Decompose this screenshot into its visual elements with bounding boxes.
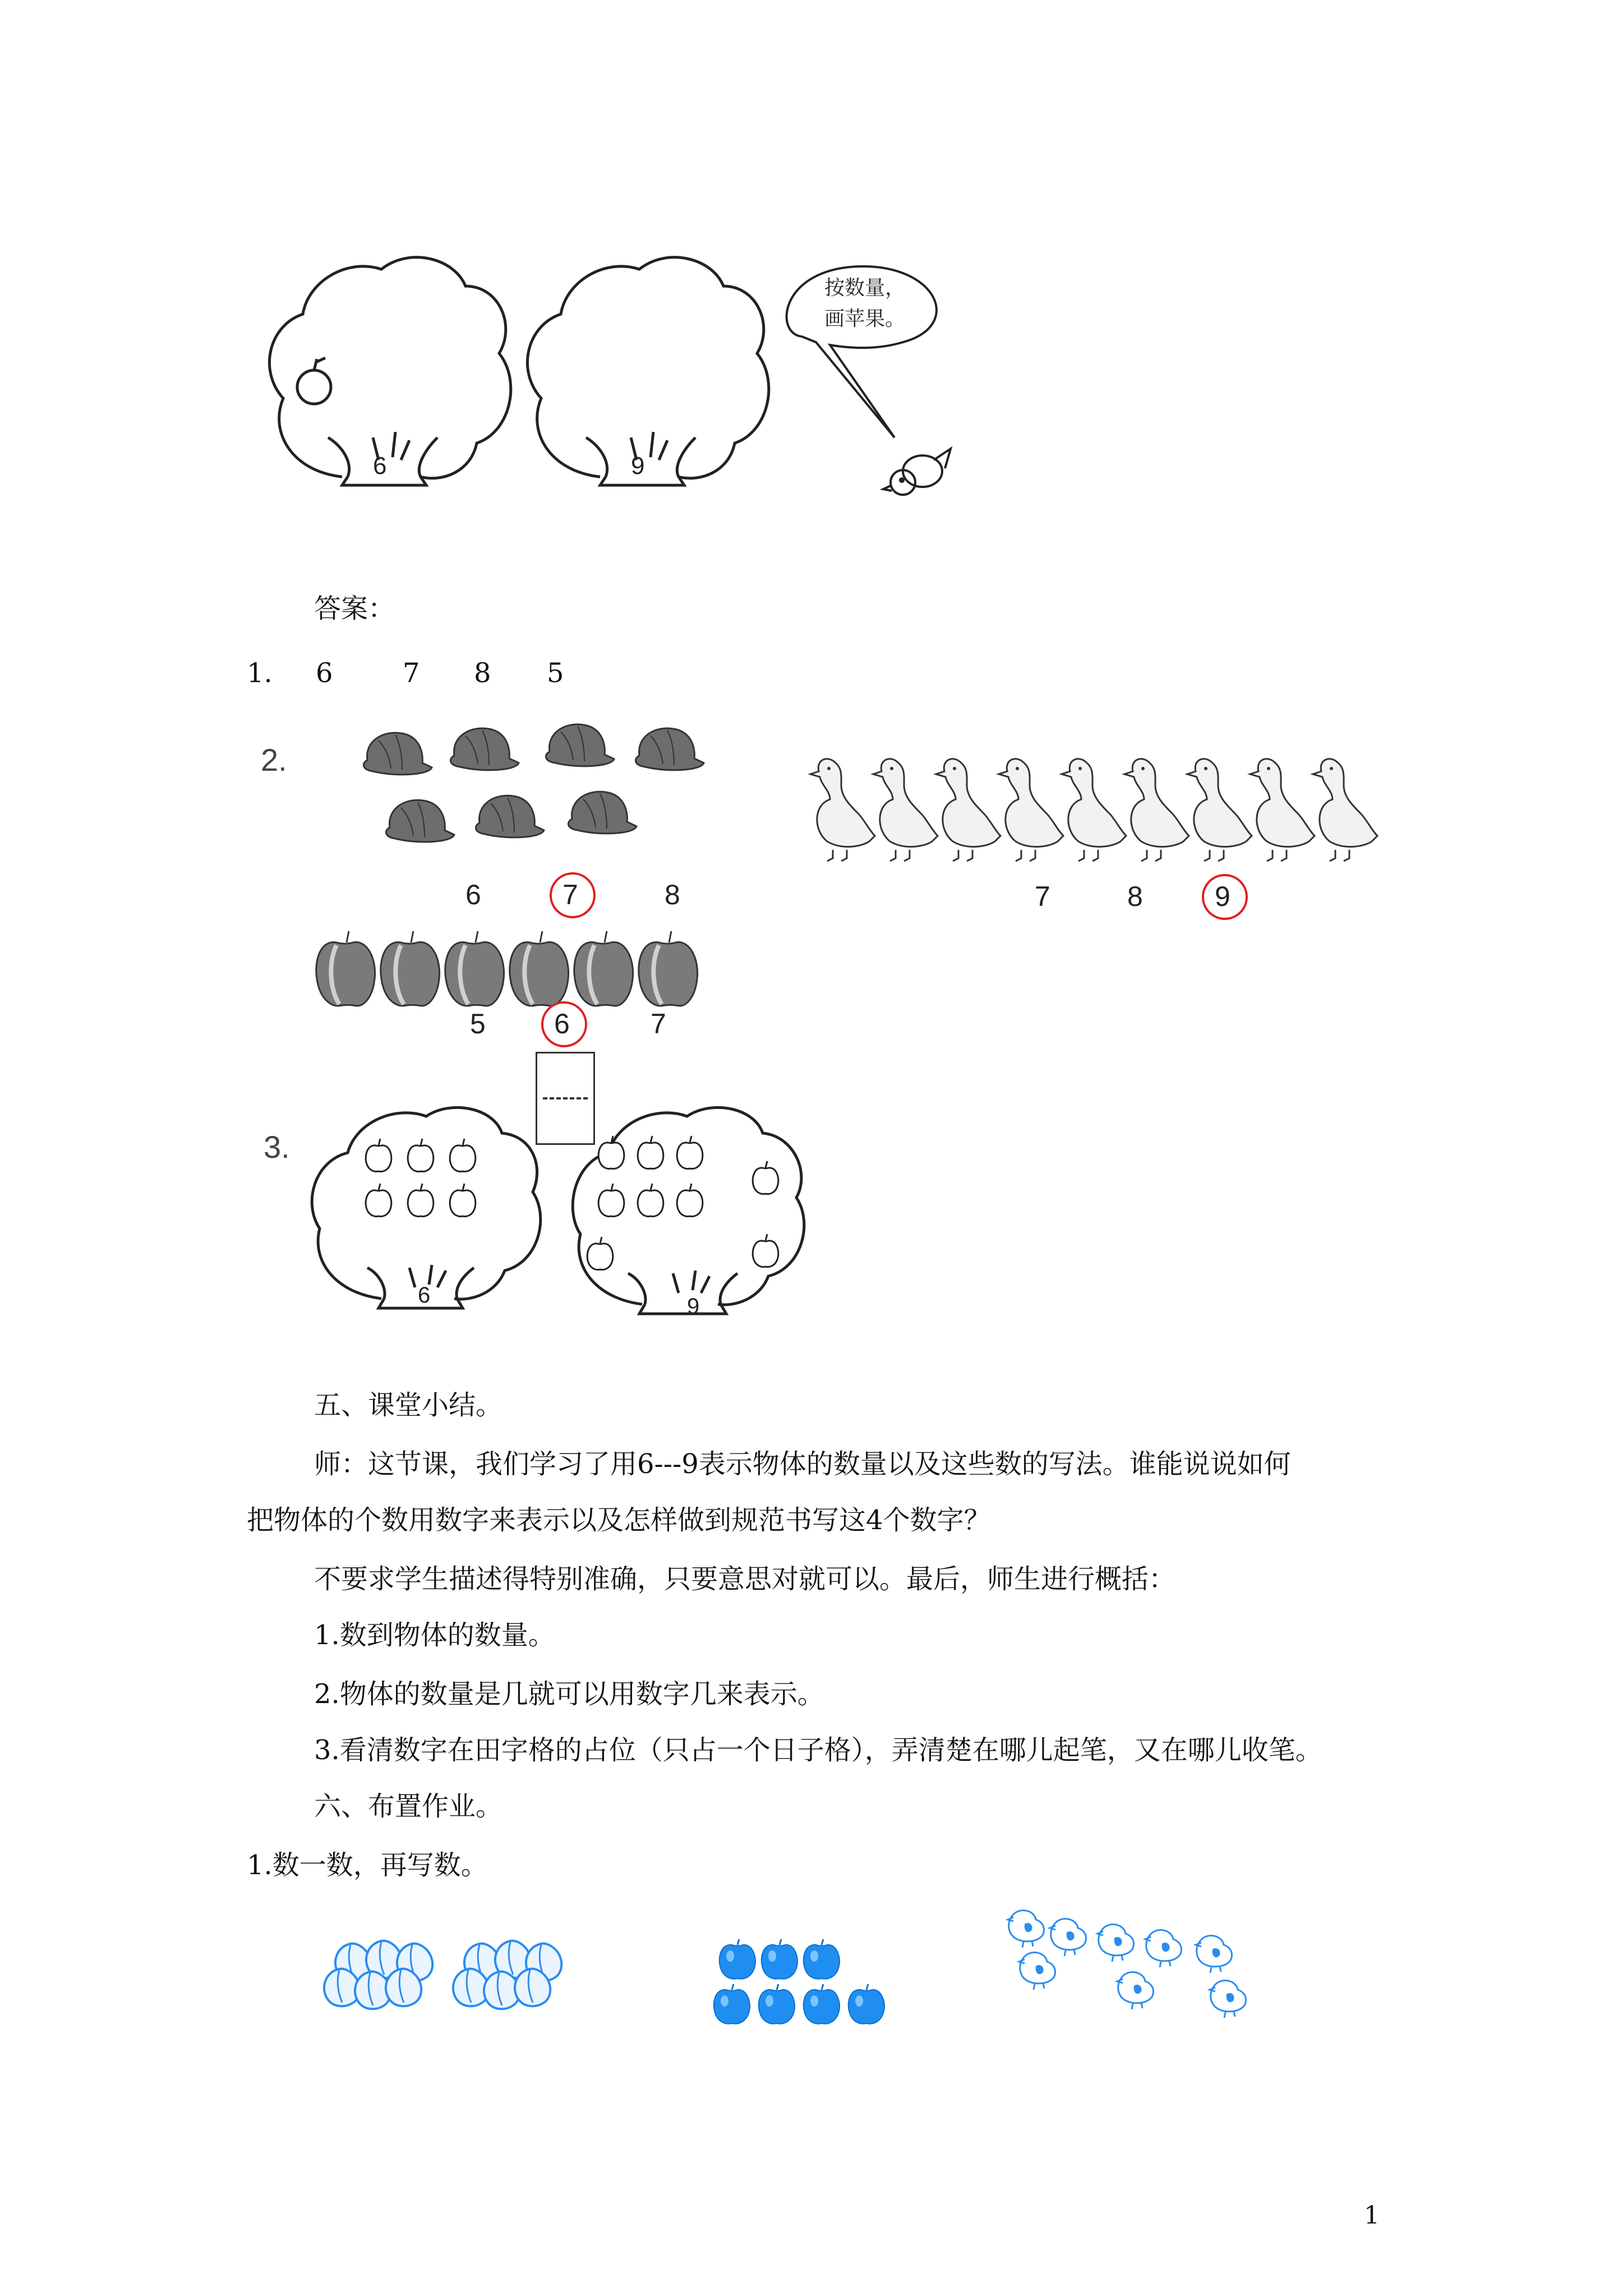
apple-icon <box>366 1184 391 1216</box>
hat-icon <box>386 800 454 842</box>
apple-icon <box>677 1136 703 1168</box>
duck-icon <box>1313 759 1377 861</box>
hat-icon <box>635 728 704 770</box>
blue-apples-group <box>712 1935 903 2047</box>
apple-icon <box>849 1984 884 2024</box>
answers-heading: 答案： <box>314 593 395 624</box>
duck-icon <box>1062 759 1126 861</box>
hats-choice-selected: 7 <box>562 879 578 910</box>
hat-icon <box>450 728 519 770</box>
duck-icon <box>1187 759 1252 861</box>
duck-icon <box>810 759 875 861</box>
homework-heading: 六、布置作业。 <box>314 1791 503 1822</box>
apple-icon <box>598 1136 624 1168</box>
duck-icon <box>936 759 1000 861</box>
apple-icon <box>677 1184 703 1216</box>
apple-icon <box>316 931 375 1006</box>
apple-icon <box>408 1184 434 1216</box>
answer-1-label: 1. <box>247 657 273 689</box>
page-number: 1 <box>1364 2201 1380 2230</box>
apples-choice-selected: 6 <box>554 1008 570 1039</box>
summary-item: 3.看清数字在田字格的占位（只占一个日子格），弄清楚在哪儿起笔，又在哪儿收笔。 <box>314 1734 1322 1766</box>
apple-icon <box>587 1237 613 1269</box>
duck-icon <box>1124 759 1189 861</box>
apple-icon <box>381 931 440 1006</box>
ducks-choice-selected: 9 <box>1215 881 1230 912</box>
apple-icon <box>714 1984 750 2024</box>
apple-icon <box>753 1161 778 1194</box>
apples-group <box>314 926 707 1010</box>
apple-icon <box>450 1184 476 1216</box>
apple-icon <box>638 1136 663 1168</box>
answer-2-label: 2. <box>261 742 287 777</box>
ducks-choice: 7 <box>1035 881 1050 912</box>
peach-icon <box>386 1969 421 2007</box>
chick-icon <box>1098 1925 1134 1962</box>
hats-group <box>359 718 718 864</box>
tree-6-number: 6 <box>373 452 387 480</box>
chick-icon <box>1019 1953 1055 1990</box>
answer-1-value: 8 <box>474 657 491 689</box>
speech-bubble-line1: 按数量， <box>824 277 906 300</box>
tree-6-number: 6 <box>418 1283 431 1308</box>
chick-icon <box>1050 1919 1086 1956</box>
summary-paragraph-1b: 把物体的个数用数字来表示以及怎样做到规范书写这4个数字？ <box>247 1504 991 1536</box>
summary-paragraph-2: 不要求学生描述得特别准确，只要意思对就可以。最后，师生进行概括： <box>314 1563 1176 1595</box>
answer-1-value: 5 <box>547 657 564 689</box>
tree-6 <box>269 257 510 485</box>
hat-icon <box>568 792 637 834</box>
ducks-group <box>808 752 1391 864</box>
peaches-group <box>320 1930 583 2019</box>
apple-icon <box>720 1939 755 1979</box>
peach-icon <box>515 1969 550 2007</box>
apple-icon <box>408 1139 434 1171</box>
summary-paragraph-1a: 师：这节课，我们学习了用6---9表示物体的数量以及这些数的写法。谁能说说如何 <box>314 1448 1291 1480</box>
apple-icon <box>598 1184 624 1216</box>
apples-choice: 7 <box>651 1008 666 1039</box>
tree-9-number: 9 <box>687 1294 700 1319</box>
apple-icon <box>804 1984 840 2024</box>
answer-1-value: 6 <box>316 657 333 689</box>
apple-icon <box>574 931 633 1006</box>
apple-icon <box>759 1984 795 2024</box>
hats-choice: 6 <box>465 879 481 910</box>
duck-icon <box>999 759 1063 861</box>
hat-icon <box>363 733 432 775</box>
apple-icon <box>762 1939 797 1979</box>
summary-item: 1.数到物体的数量。 <box>314 1619 555 1651</box>
bird-icon <box>883 449 951 495</box>
apple-icon <box>445 931 504 1006</box>
answer-1-value: 7 <box>403 657 420 689</box>
summary-item: 2.物体的数量是几就可以用数字几来表示。 <box>314 1678 824 1710</box>
chick-icon <box>1145 1930 1182 1967</box>
chick-icon <box>1117 1972 1154 2009</box>
hat-icon <box>546 724 614 766</box>
summary-heading: 五、课堂小结。 <box>314 1389 503 1421</box>
speech-bubble-line2: 画苹果。 <box>824 307 906 330</box>
homework-question-1: 1.数一数，再写数。 <box>247 1849 488 1881</box>
answer-3-label: 3. <box>264 1129 290 1165</box>
apple-icon <box>753 1234 778 1267</box>
tree-9 <box>527 257 768 485</box>
chick-icon <box>1008 1911 1044 1948</box>
duck-icon <box>1250 759 1315 861</box>
apple-icon <box>804 1939 840 1979</box>
apple-icon <box>450 1139 476 1171</box>
tree-figure-answer <box>303 1099 819 1335</box>
hat-icon <box>476 795 544 838</box>
tree-figure-top <box>258 247 987 527</box>
chick-icon <box>1196 1936 1232 1973</box>
duck-icon <box>873 759 938 861</box>
apples-choice: 5 <box>470 1008 486 1039</box>
chick-icon <box>1210 1981 1246 2018</box>
apple-icon <box>639 931 698 1006</box>
ducks-choice: 8 <box>1127 881 1143 912</box>
apple-icon <box>638 1184 663 1216</box>
chicks-group <box>1004 1902 1273 2031</box>
hats-choice: 8 <box>665 879 680 910</box>
tree-9-number: 9 <box>631 452 645 480</box>
apple-icon <box>366 1139 391 1171</box>
apple-icon <box>510 931 569 1006</box>
